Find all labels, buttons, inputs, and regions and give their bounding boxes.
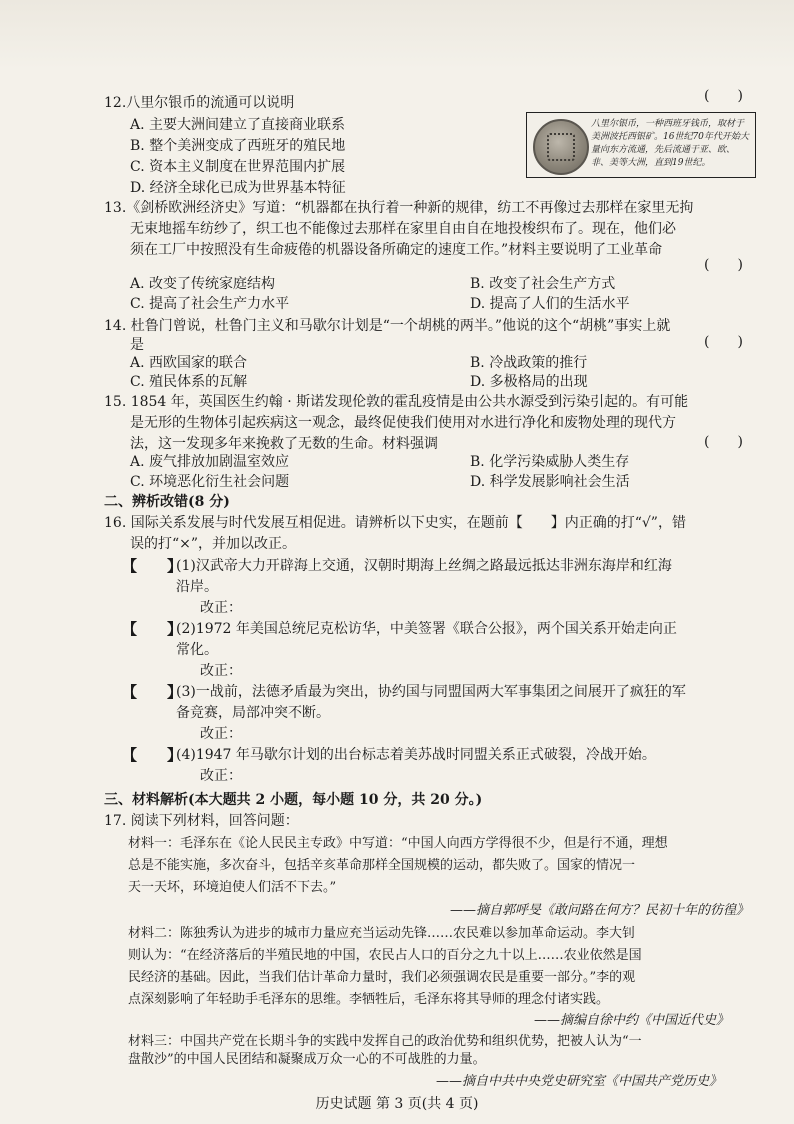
page-footer: 历史试题 第 3 页(共 4 页) <box>315 1096 479 1112</box>
material-2-line-4: 点深刻影响了年轻助手毛泽东的思维。李牺牲后，毛泽东将其导师的理念付诸实践。 <box>128 992 610 1007</box>
q16-intro-line-2: 误的打“×”，并加以改正。 <box>130 536 297 552</box>
q16-intro-line-1: 16. 国际关系发展与时代发展互相促进。请辨析以下史实，在题前【 】内正确的打“√”，错 <box>104 515 686 531</box>
q16-item-2-line-2: 常化。 <box>176 642 218 658</box>
coin-figure <box>526 112 756 178</box>
material-1-line-3: 天一天坏，环境迫使人们活不下去。” <box>128 880 337 895</box>
material-1-line-1: 材料一：毛泽东在《论人民民主专政》中写道：“中国人向西方学得很不少，但是行不通，理想 <box>128 836 668 851</box>
q12-option-c: C. 资本主义制度在世界范围内扩展 <box>130 159 346 175</box>
q16-item-3-answer-bracket[interactable]: 【 】 <box>122 683 183 701</box>
q16-item-4-fix[interactable]: 改正： <box>200 768 242 784</box>
q14-option-a: A. 西欧国家的联合 <box>130 355 248 371</box>
q16-item-3-fix[interactable]: 改正： <box>200 726 242 742</box>
q14-option-b: B. 冷战政策的推行 <box>470 355 588 371</box>
q16-item-2-line-1: (2)1972 年美国总统尼克松访华，中美签署《联合公报》，两个国关系开始走向正 <box>176 621 677 637</box>
q15-line-3: 法，这一发现多年来挽救了无数的生命。材料强调 <box>130 436 438 452</box>
q16-item-4-answer-bracket[interactable]: 【 】 <box>122 746 183 764</box>
material-3-line-2: 盘散沙”的中国人民团结和凝聚成万众一心的不可战胜的力量。 <box>128 1052 486 1067</box>
q15-option-b: B. 化学污染威胁人类生存 <box>470 454 630 470</box>
material-1-line-2: 总是不能实施，多次奋斗，包括辛亥革命那样全国规模的运动，都失败了。国家的情况一 <box>128 858 636 873</box>
material-2-line-2: 则认为：“在经济落后的半殖民地的中国，农民占人口的百分之九十以上……农业依然是国 <box>128 948 642 963</box>
page-top-shadow <box>0 0 794 70</box>
q13-line-2: 无束地摇车纺纱了，织工也不能像过去那样在家里自由自在地投梭织布了。现在，他们必 <box>130 221 676 237</box>
material-3-line-1: 材料三：中国共产党在长期斗争的实践中发挥自己的政治优势和组织优势，把被人认为“一 <box>128 1034 642 1049</box>
q16-item-2-answer-bracket[interactable]: 【 】 <box>122 620 183 638</box>
q14-answer-paren[interactable]: ( ) <box>704 334 743 350</box>
q12-stem: 12.八里尔银币的流通可以说明 <box>104 95 295 111</box>
q16-item-4-line-1: (4)1947 年马歇尔计划的出台标志着美苏战时同盟关系正式破裂，冷战开始。 <box>176 747 656 763</box>
q13-option-a: A. 改变了传统家庭结构 <box>130 276 276 292</box>
q14-line-2: 是 <box>130 337 144 353</box>
q14-line-1: 14. 杜鲁门曾说，杜鲁门主义和马歇尔计划是“一个胡桃的两半。”他说的这个“胡桃”事实上就 <box>104 318 671 334</box>
q17-intro: 17. 阅读下列材料，回答问题： <box>104 813 299 829</box>
q16-item-3-line-2: 备竞赛，局部冲突不断。 <box>176 705 330 721</box>
q13-line-1: 13.《剑桥欧洲经济史》写道：“机器都在执行着一种新的规律，纺工不再像过去那样在家里无拘 <box>104 200 694 216</box>
q12-option-a: A. 主要大洲间建立了直接商业联系 <box>130 117 346 133</box>
q12-option-b: B. 整个美洲变成了西班牙的殖民地 <box>130 138 346 154</box>
q14-option-d: D. 多极格局的出现 <box>470 374 588 390</box>
silver-coin-image <box>533 119 589 175</box>
q12-answer-paren[interactable]: ( ) <box>704 88 743 104</box>
q15-option-c: C. 环境恶化衍生社会问题 <box>130 474 290 490</box>
q13-option-b: B. 改变了社会生产方式 <box>470 276 616 292</box>
q16-item-1-line-1: (1)汉武帝大力开辟海上交通，汉朝时期海上丝绸之路最远抵达非洲东海岸和红海 <box>176 558 672 574</box>
material-3-source: ——摘自中共中央党史研究室《中国共产党历史》 <box>436 1074 723 1089</box>
section-2-heading: 二、辨析改错(8 分) <box>104 494 230 510</box>
q16-item-1-fix[interactable]: 改正： <box>200 600 242 616</box>
q14-option-c: C. 殖民体系的瓦解 <box>130 374 248 390</box>
material-1-source: ——摘自郭呼旻《敢问路在何方？民初十年的彷徨》 <box>450 903 750 918</box>
material-2-line-1: 材料二：陈独秀认为进步的城市力量应充当运动先锋……农民难以参加革命运动。李大钊 <box>128 926 636 941</box>
q15-line-1: 15. 1854 年，英国医生约翰 · 斯诺发现伦敦的霍乱疫情是由公共水源受到污染引起的。有可能 <box>104 394 689 410</box>
q16-item-3-line-1: (3)一战前，法德矛盾最为突出，协约国与同盟国两大军事集团之间展开了疯狂的军 <box>176 684 686 700</box>
q16-item-1-line-2: 沿岸。 <box>176 579 218 595</box>
q16-item-1-answer-bracket[interactable]: 【 】 <box>122 557 183 575</box>
q15-line-2: 是无形的生物体引起疾病这一观念，最终促使我们使用对水进行净化和废物处理的现代方 <box>130 415 676 431</box>
material-2-source: ——摘编自徐中约《中国近代史》 <box>534 1013 730 1028</box>
material-2-line-3: 民经济的基础。因此，当我们估计革命力量时，我们必须强调农民是重要一部分。”李的观 <box>128 970 636 985</box>
q15-option-a: A. 废气排放加剧温室效应 <box>130 454 290 470</box>
q13-option-c: C. 提高了社会生产力水平 <box>130 296 290 312</box>
q15-option-d: D. 科学发展影响社会生活 <box>470 474 630 490</box>
coin-caption: 八里尔银币，一种西班牙钱币，取材于美洲波托西银矿。16世纪70年代开始大量向东方流通，先后流通于亚、欧、非、美等大洲，直到19世纪。 <box>591 119 749 168</box>
q12-option-d: D. 经济全球化已成为世界基本特征 <box>130 180 346 196</box>
q15-answer-paren[interactable]: ( ) <box>704 434 743 450</box>
q16-item-2-fix[interactable]: 改正： <box>200 663 242 679</box>
q13-answer-paren[interactable]: ( ) <box>704 257 743 273</box>
section-3-heading: 三、材料解析(本大题共 2 小题，每小题 10 分，共 20 分。) <box>104 792 483 808</box>
q13-option-d: D. 提高了人们的生活水平 <box>470 296 630 312</box>
q13-line-3: 须在工厂中按照没有生命疲倦的机器设备所确定的速度工作。”材料主要说明了工业革命 <box>130 242 663 258</box>
